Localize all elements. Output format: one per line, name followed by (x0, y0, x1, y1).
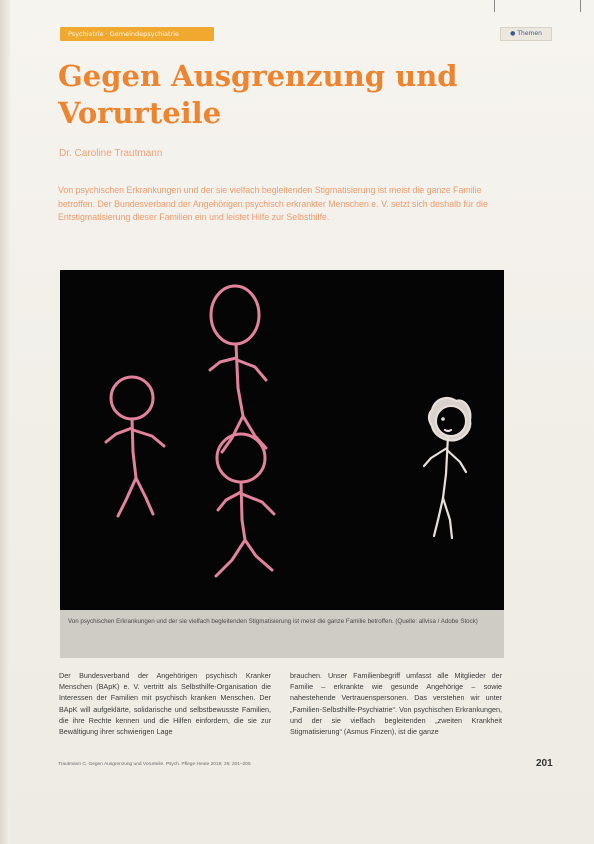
themen-tab (500, 27, 552, 41)
figure-caption-band (60, 610, 504, 658)
themen-label: Themen (517, 30, 542, 37)
citation-footer: Trautmann C. Gegen Ausgrenzung und Vorurteile. Psych. Pflege Heute 2019; 25: 201–205 (58, 762, 251, 767)
section-label: Psychiatrie · Gemeindepsychiatrie (60, 27, 214, 41)
body-column-left: Der Bundesverband der Angehörigen psychisch Kranker Menschen (BApK) e. V. vertritt als Selbsthilfe-Organisation die Interessen der Familien mit psychisch kranken Menschen. Der BApK will aufgeklärte, solidarische und selbstbewusste Familien, die ihre Rechte kennen und die Hilfen einfordern, die sie zur Bewältigung ihrer schwierigen Lage (59, 671, 271, 737)
body-column-right: brauchen. Unser Familienbegriff umfasst alle Mitglieder der Familie – erkrankte wie gesunde Angehörige – sowie nahestehende Vertrauenspersonen. Das verstehen wir unter „Familien-Selbsthilfe-Psychiatrie“. Von psychischen Erkrankungen, und der sie vielfach begleitenden „zweiten Krankheit Stigmatisierung“ (Asmus Finzen), ist die ganze (290, 671, 502, 737)
stick-figure-tall (210, 286, 266, 452)
article-title: Gegen Ausgrenzung und Vorurteile (58, 59, 458, 130)
article-figure (60, 270, 504, 610)
crop-mark (494, 0, 495, 12)
circle-dot-icon: ● (510, 30, 516, 37)
page-binding-shadow (0, 0, 10, 844)
stick-figure-middle (216, 434, 274, 576)
figure-caption: Von psychischen Erkrankungen und der sie vielfach begleitenden Stigmatisierung ist meist die ganze Familie betroffen. (Quelle: allvisa / Adobe Stock) (68, 618, 478, 625)
article-lead: Von psychischen Erkrankungen und der sie vielfach begleitenden Stigmatisierung ist meist die ganze Familie betroffen. Der Bundesverband der Angehörigen psychisch erkrankter Menschen e. V. setzt sich deshalb für die Entstigmatisierung dieser Familien ein und leistet Hilfe zur Selbsthilfe. (58, 185, 488, 222)
chalk-stick-figures-illustration (60, 270, 504, 610)
page-number: 201 (536, 758, 553, 769)
article-author: Dr. Caroline Trautmann (59, 148, 163, 159)
stick-figure-left (106, 377, 164, 516)
crop-mark (580, 0, 581, 12)
stick-figure-outsider (424, 398, 470, 538)
